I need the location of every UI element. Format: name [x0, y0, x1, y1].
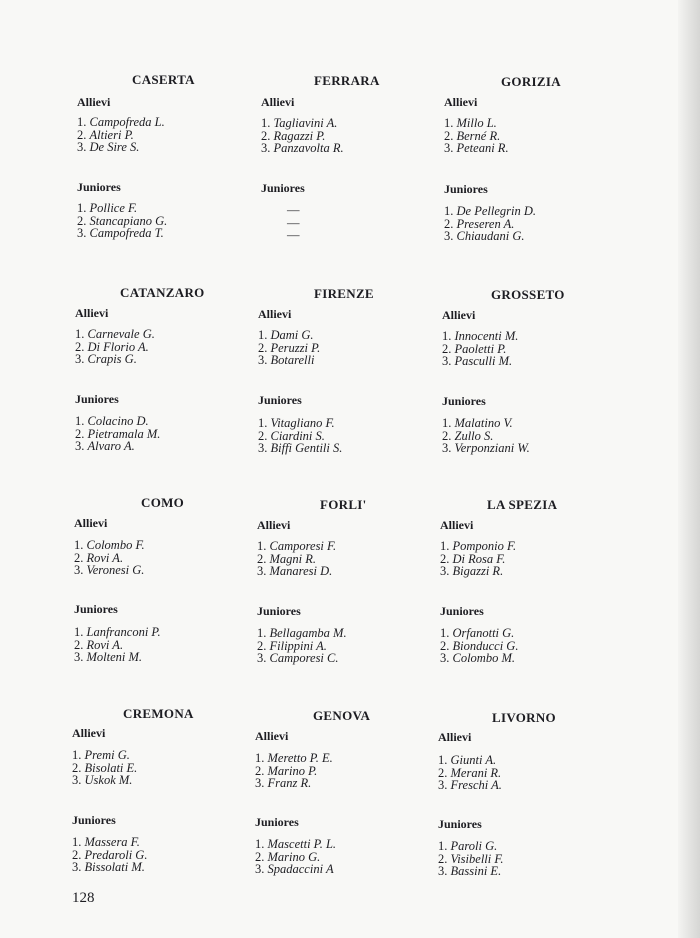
city-heading: GENOVA	[313, 708, 371, 723]
list-item: 3. Crapis G.	[75, 352, 137, 366]
city-heading: FIRENZE	[314, 286, 374, 301]
allievi-label: Allievi	[257, 518, 291, 532]
juniores-label: Juniores	[261, 181, 305, 195]
list-item: 2. Stancapiano G.	[77, 213, 168, 228]
list-item: 3. Bissolati M.	[72, 860, 145, 874]
list-item: 1. Colombo F.	[74, 538, 145, 552]
juniores-list	[74, 626, 161, 664]
city-heading: CASERTA	[132, 72, 195, 87]
list-item: —	[287, 215, 300, 230]
juniores-list	[77, 202, 167, 240]
page-edge-shadow	[678, 0, 700, 938]
list-item: 3. Verponziani W.	[442, 441, 530, 455]
list-item: 3. Veronesi G.	[74, 563, 145, 577]
page-number: 128	[72, 890, 95, 906]
list-item: 2. Predaroli G.	[72, 847, 148, 862]
list-item: 1. Massera F.	[72, 835, 140, 849]
list-item: 1. Lanfranconi P.	[74, 625, 161, 639]
list-item: 2. Rovi A.	[74, 637, 124, 652]
list-item: 1. Pollice F.	[77, 201, 138, 215]
juniores-list	[75, 415, 160, 453]
list-item: 1. Pomponio F.	[440, 539, 517, 553]
list-item: 2. Magni R.	[257, 551, 317, 566]
list-item: 3. Freschi A.	[438, 778, 502, 792]
allievi-label: Allievi	[440, 518, 474, 532]
list-item: 2. Visibelli F.	[438, 851, 504, 866]
juniores-list	[255, 838, 336, 876]
list-item: 1. Colacino D.	[75, 414, 149, 428]
list-item: 1. Paroli G.	[438, 839, 498, 853]
list-item: 1. Dami G.	[258, 328, 314, 342]
allievi-list	[255, 752, 333, 790]
list-item: 1. Orfanotti G.	[440, 626, 515, 640]
list-item: 1. Millo L.	[444, 116, 497, 130]
list-item: 2. Bionducci G.	[440, 638, 519, 653]
list-item: 3. Panzavolta R.	[261, 141, 344, 155]
list-item: 2. Altieri P.	[77, 127, 134, 142]
juniores-label: Juniores	[258, 393, 302, 407]
list-item: 3. Pasculli M.	[442, 354, 513, 368]
list-item: 1. Giunti A.	[438, 753, 497, 767]
list-item: 2. Peruzzi P.	[258, 340, 321, 355]
juniores-list	[444, 205, 536, 243]
list-item: 3. Molteni M.	[74, 650, 143, 664]
list-item: 2. Preseren A.	[444, 216, 515, 231]
allievi-list	[440, 540, 516, 578]
list-item: 2. Pietramala M.	[75, 426, 161, 441]
juniores-list	[440, 627, 518, 665]
list-item: 3. Botarelli	[258, 353, 315, 367]
list-item: 3. De Sire S.	[77, 140, 140, 154]
list-item: 3. Manaresi D.	[257, 564, 333, 578]
juniores-list	[72, 836, 147, 874]
juniores-label: Juniores	[442, 394, 486, 408]
list-item: 2. Marino G.	[255, 849, 321, 864]
allievi-list	[442, 330, 518, 368]
list-item: 1. Premi G.	[72, 748, 130, 762]
list-item: 3. Chiaudani G.	[444, 229, 525, 243]
list-item: 2. Di Rosa F.	[440, 551, 506, 566]
city-heading: FERRARA	[314, 73, 380, 88]
list-item: 1. De Pellegrin D.	[444, 204, 536, 218]
allievi-list	[75, 328, 155, 366]
list-item: 1. Carnevale G.	[75, 327, 155, 341]
city-heading: COMO	[141, 495, 185, 510]
city-heading: LIVORNO	[492, 710, 556, 725]
list-item: 1. Campofreda L.	[77, 115, 165, 129]
juniores-list	[261, 204, 300, 242]
city-heading: GROSSETO	[491, 287, 565, 302]
list-item: 2. Filippini A.	[257, 638, 327, 653]
list-item: 2. Rovi A.	[74, 550, 124, 565]
allievi-list	[258, 329, 320, 367]
list-item: 3. Colombo M.	[440, 651, 515, 665]
allievi-list	[74, 539, 145, 577]
allievi-list	[261, 117, 344, 155]
list-item: 3. Uskok M.	[72, 773, 133, 787]
list-item: 1. Malatino V.	[442, 416, 513, 430]
allievi-label: Allievi	[74, 516, 108, 530]
allievi-list	[438, 754, 502, 792]
list-item: 3. Campofreda T.	[77, 226, 164, 240]
list-item: —	[287, 228, 300, 242]
list-item: 3. Biffi Gentili S.	[258, 441, 343, 455]
list-item: 1. Innocenti M.	[442, 329, 519, 343]
list-item: 3. Bigazzi R.	[440, 564, 504, 578]
list-item: 1. Mascetti P. L.	[255, 837, 337, 851]
allievi-label: Allievi	[261, 95, 295, 109]
juniores-label: Juniores	[72, 813, 116, 827]
list-item: 3. Spadaccini A	[255, 862, 334, 876]
allievi-label: Allievi	[72, 726, 106, 740]
list-item: 2. Di Florio A.	[75, 339, 149, 354]
list-item: 3. Peteani R.	[444, 141, 509, 155]
list-item: —	[287, 203, 300, 217]
list-item: 2. Ciardini S.	[258, 428, 325, 443]
juniores-label: Juniores	[440, 604, 484, 618]
city-heading: GORIZIA	[501, 74, 561, 89]
list-item: 1. Tagliavini A.	[261, 116, 338, 130]
list-item: 1. Meretto P. E.	[255, 751, 333, 765]
list-item: 1. Camporesi F.	[257, 539, 337, 553]
list-item: 2. Marino P.	[255, 763, 318, 778]
list-item: 3. Franz R.	[255, 776, 312, 790]
list-item: 3. Bassini E.	[438, 864, 502, 878]
list-item: 2. Bisolati E.	[72, 760, 138, 775]
allievi-label: Allievi	[255, 729, 289, 743]
list-item: 1. Vitagliano F.	[258, 416, 335, 430]
allievi-list	[444, 117, 509, 155]
allievi-list	[77, 116, 165, 154]
juniores-label: Juniores	[255, 815, 299, 829]
allievi-label: Allievi	[77, 95, 111, 109]
juniores-label: Juniores	[444, 182, 488, 196]
allievi-label: Allievi	[258, 307, 292, 321]
juniores-list	[257, 627, 347, 665]
city-heading: FORLI'	[320, 497, 367, 512]
allievi-label: Allievi	[438, 730, 472, 744]
allievi-label: Allievi	[75, 306, 109, 320]
allievi-label: Allievi	[442, 308, 476, 322]
juniores-list	[438, 840, 504, 878]
allievi-list	[72, 749, 137, 787]
city-heading: CREMONA	[123, 706, 194, 721]
list-item: 2. Zullo S.	[442, 428, 494, 443]
list-item: 2. Ragazzi P.	[261, 128, 326, 143]
list-item: 2. Paoletti P.	[442, 341, 507, 356]
juniores-label: Juniores	[438, 817, 482, 831]
juniores-label: Juniores	[257, 604, 301, 618]
juniores-list	[258, 417, 342, 455]
allievi-label: Allievi	[444, 95, 478, 109]
juniores-label: Juniores	[74, 602, 118, 616]
list-item: 2. Merani R.	[438, 765, 502, 780]
list-item: 1. Bellagamba M.	[257, 626, 347, 640]
allievi-list	[257, 540, 336, 578]
list-item: 3. Alvaro A.	[75, 439, 135, 453]
juniores-list	[442, 417, 530, 455]
city-heading: CATANZARO	[120, 285, 205, 300]
juniores-label: Juniores	[77, 180, 121, 194]
juniores-label: Juniores	[75, 392, 119, 406]
list-item: 3. Camporesi C.	[257, 651, 339, 665]
city-heading: LA SPEZIA	[487, 497, 558, 512]
list-item: 2. Berné R.	[444, 128, 501, 143]
